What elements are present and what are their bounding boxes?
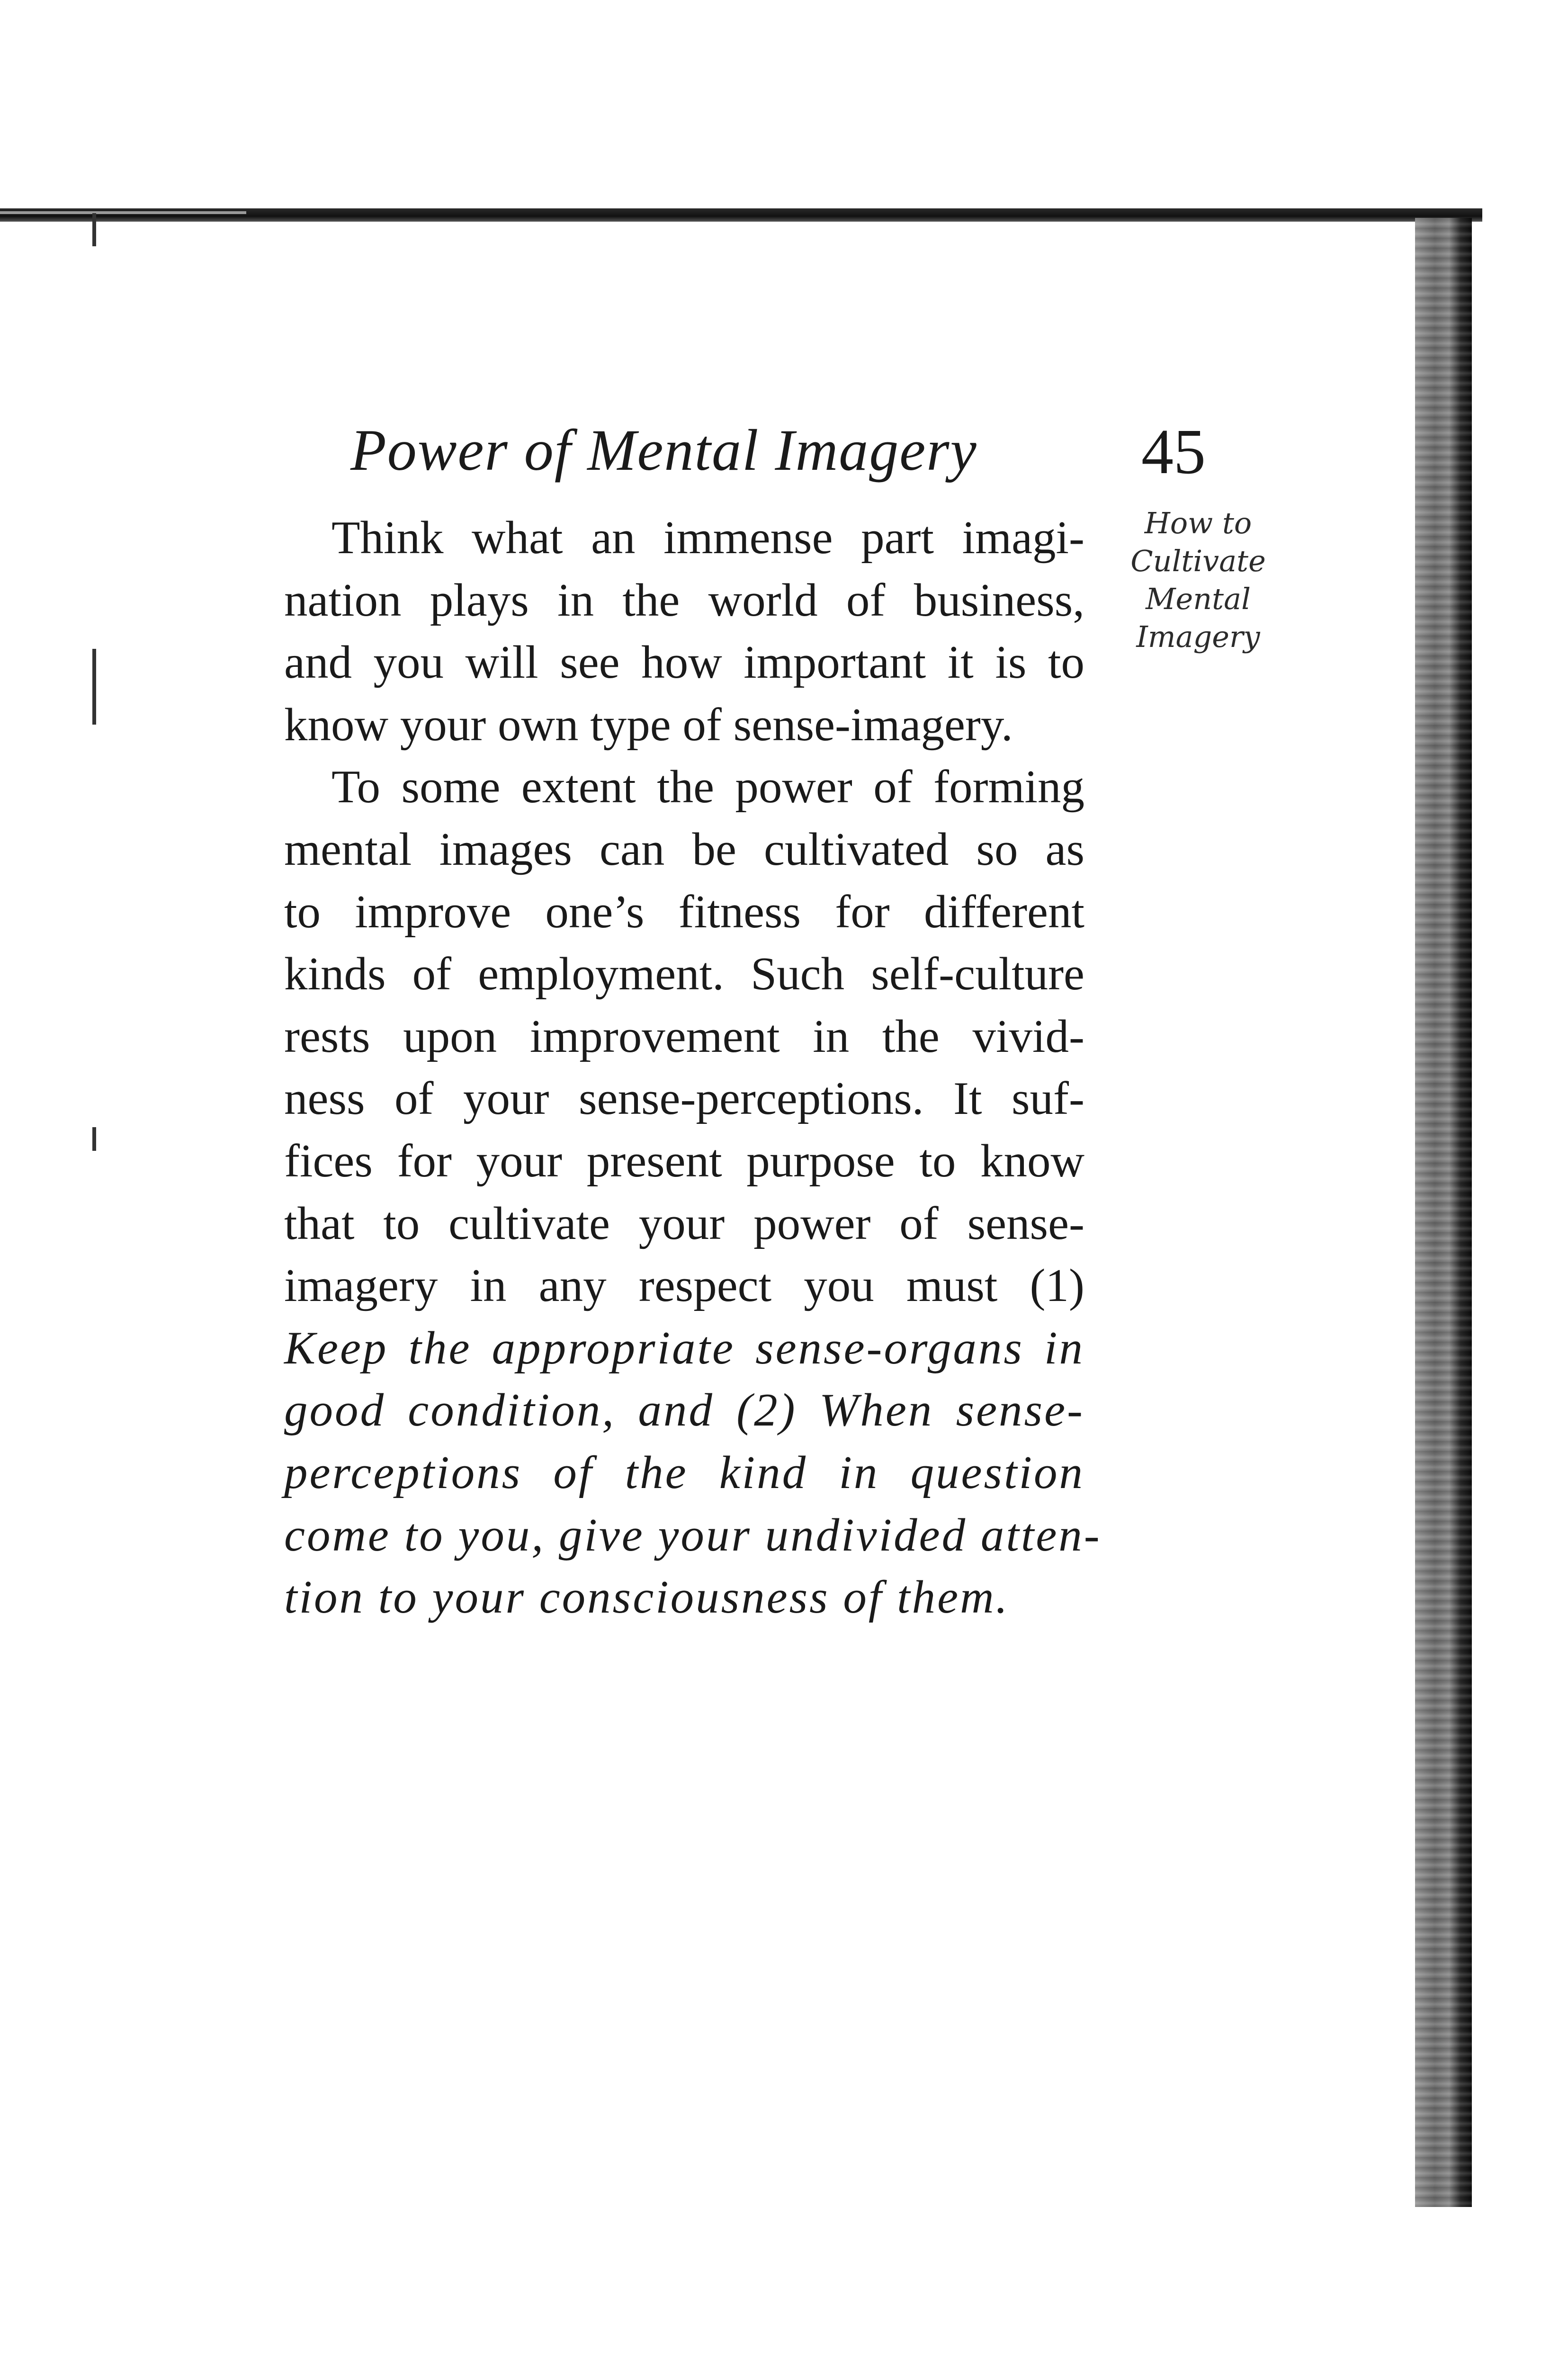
text-line: rests upon improvement in the vivid-	[284, 1010, 1084, 1062]
text-line: perceptions of the kind in question	[284, 1446, 1084, 1498]
text-line: know your own type of sense-imagery.	[284, 699, 1013, 751]
sidenote-line: Mental	[1146, 582, 1251, 616]
text-line: Think what an immense part imagi-	[332, 512, 1084, 564]
text-line: and you will see how important it is to	[284, 637, 1084, 689]
text-line: tion to your consciousness of them.	[284, 1571, 1010, 1624]
sidenote-line: Cultivate	[1130, 544, 1266, 578]
text-line: ness of your sense-perceptions. It suf-	[284, 1073, 1084, 1125]
text-line: kinds of employment. Such self-culture	[284, 948, 1084, 1000]
scan-left-mark	[92, 649, 96, 725]
scan-left-mark	[92, 1127, 96, 1151]
text-line: come to you, give your undivided atten-	[284, 1509, 1102, 1561]
book-spine-edge	[1415, 218, 1472, 2207]
margin-sidenote	[1120, 504, 1276, 656]
sidenote-line: How to	[1144, 506, 1252, 540]
text-line: Keep the appropriate sense-organs in	[284, 1322, 1084, 1374]
text-line: to improve one’s fitness for different	[284, 886, 1084, 938]
page-number: 45	[1141, 416, 1206, 487]
book-page	[284, 388, 1350, 1677]
running-head-title: Power of Mental Imagery	[350, 418, 977, 483]
text-line: mental images can be cultivated so as	[284, 823, 1084, 875]
text-line: good condition, and (2) When sense-	[284, 1384, 1084, 1436]
text-line: that to cultivate your power of sense-	[284, 1197, 1084, 1249]
body-text	[284, 507, 1102, 1629]
text-line: nation plays in the world of business,	[284, 574, 1084, 626]
scan-top-rule-faint	[0, 211, 246, 214]
sidenote-line: Imagery	[1136, 619, 1260, 654]
text-line: To some extent the power of forming	[332, 761, 1084, 813]
scan-left-mark	[92, 213, 96, 246]
text-line: imagery in any respect you must (1)	[284, 1260, 1084, 1312]
scan-top-rule	[0, 208, 1482, 222]
text-line: fices for your present purpose to know	[284, 1135, 1084, 1187]
